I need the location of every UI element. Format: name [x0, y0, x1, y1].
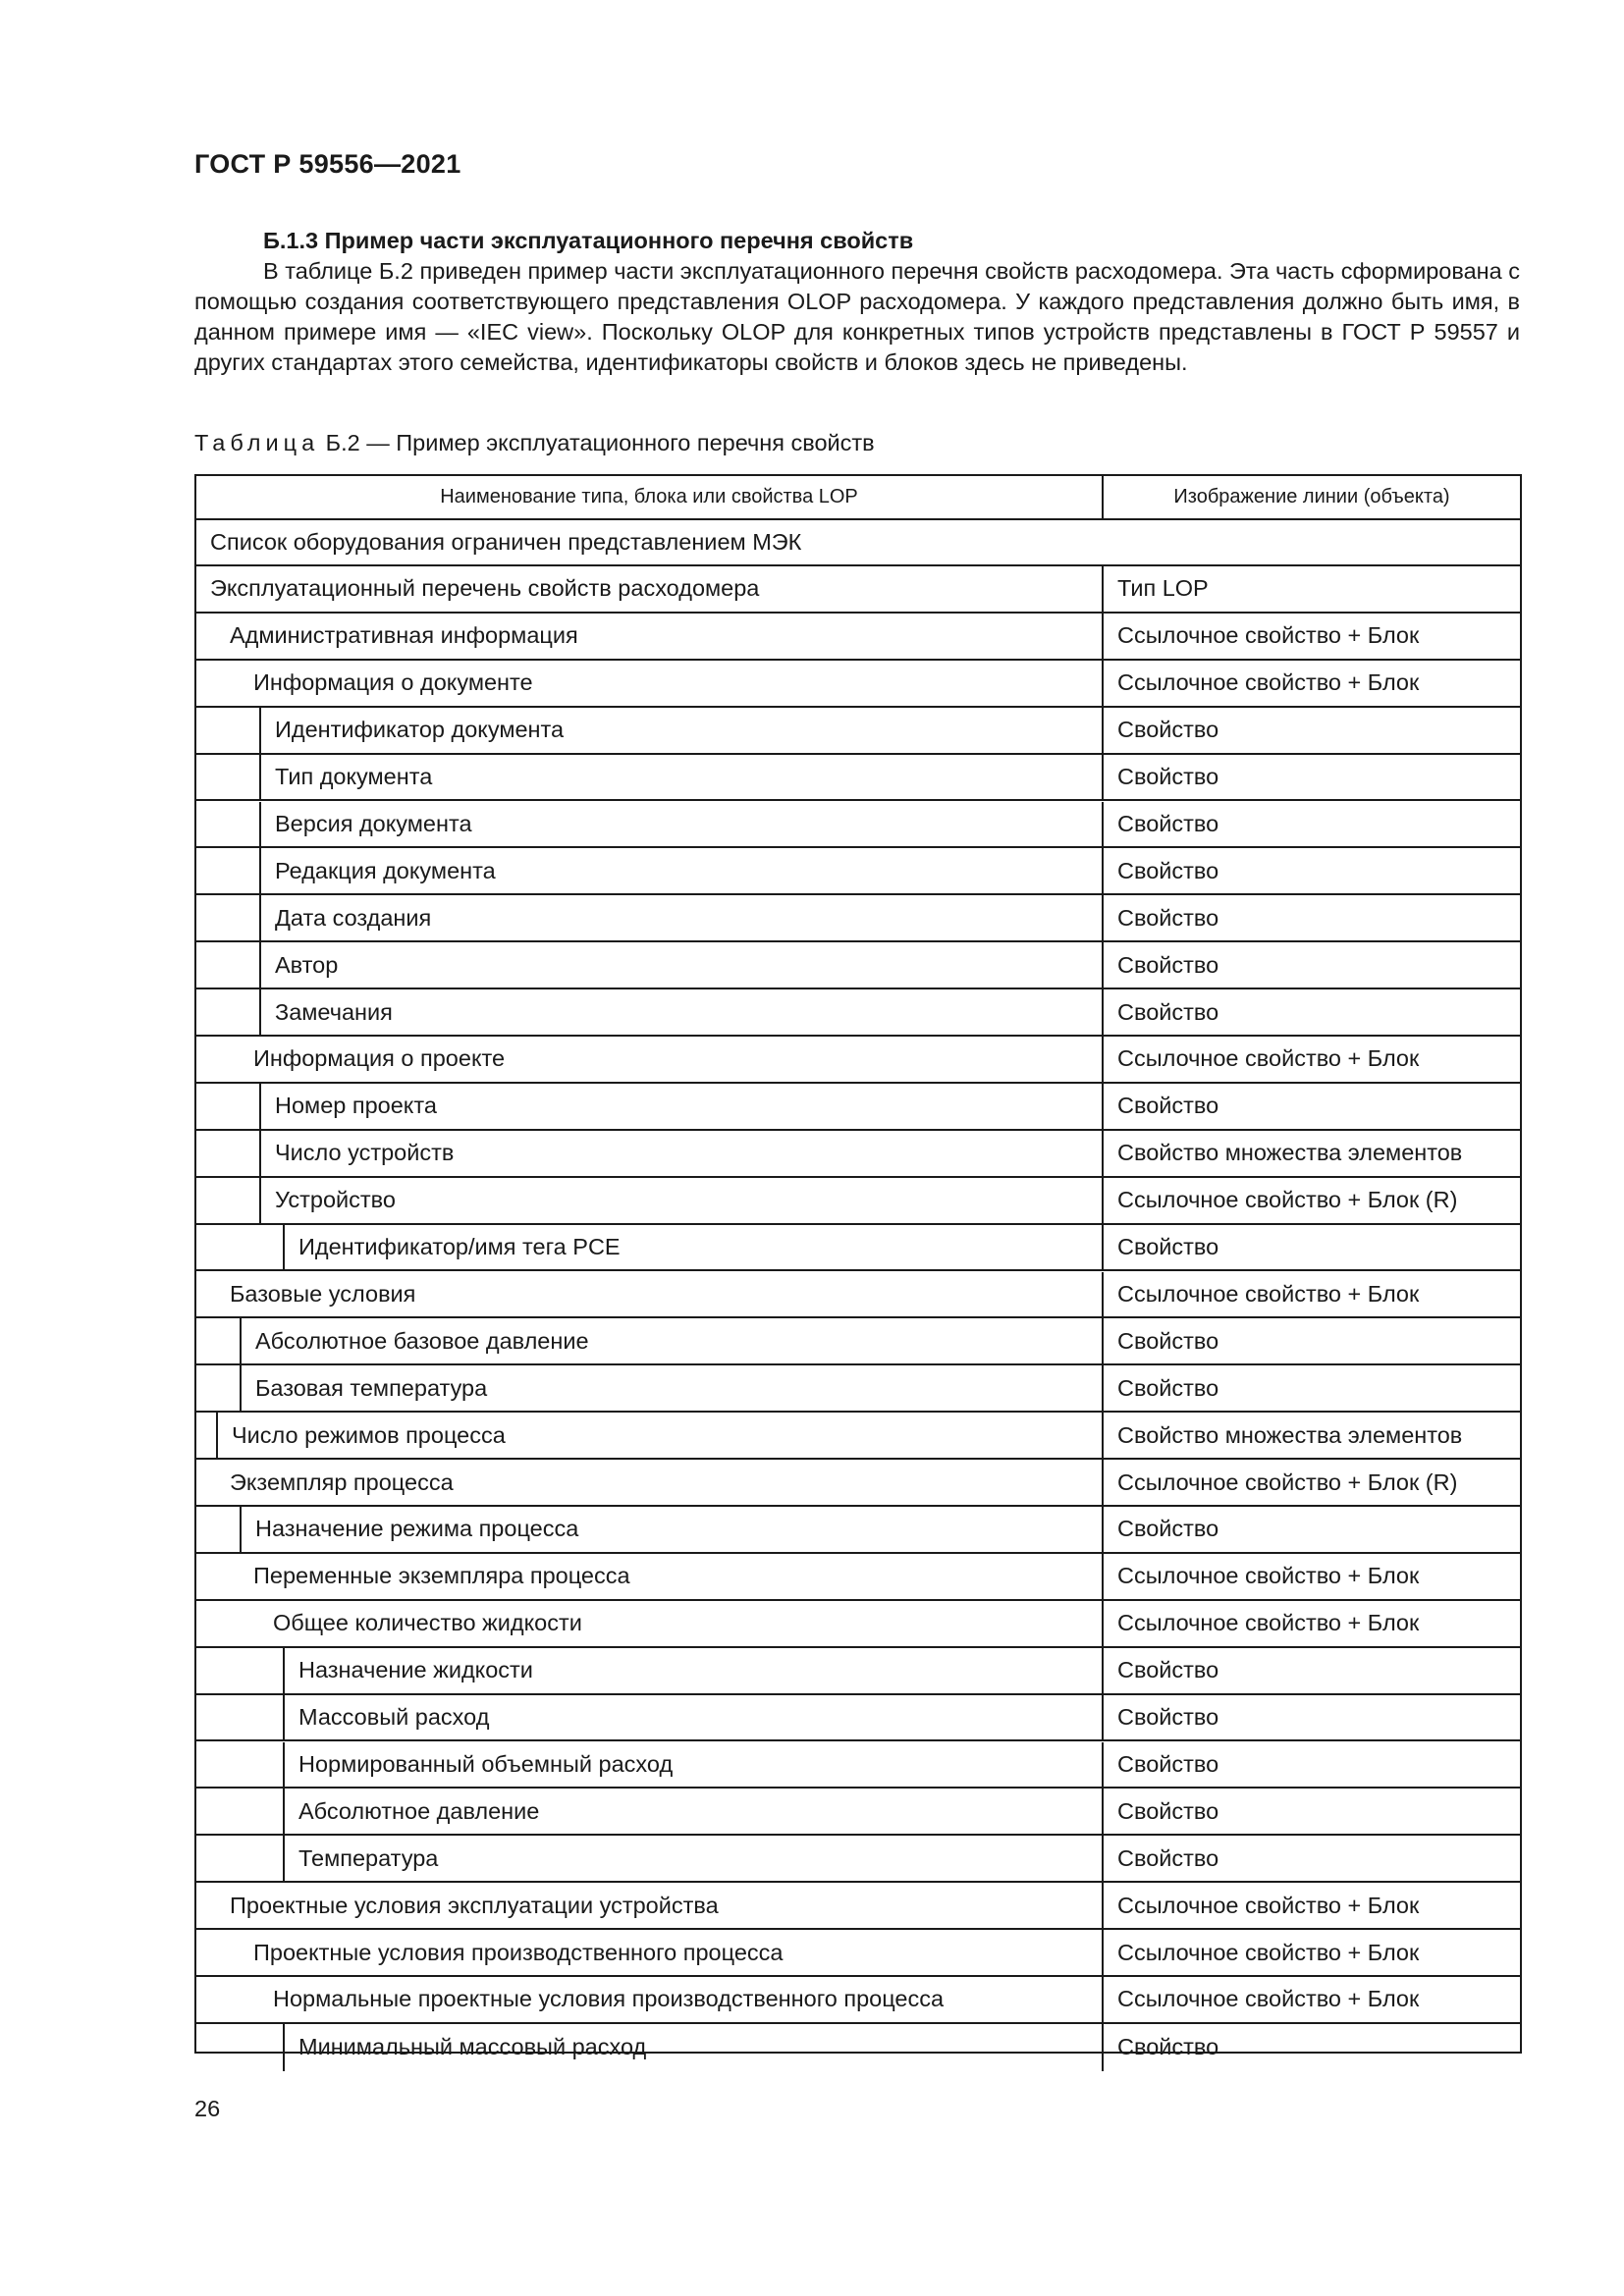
properties-table: [194, 474, 1522, 2060]
column-header-name: Наименование типа, блока или свойства LOP: [196, 476, 1102, 520]
representation-cell: [1102, 708, 1520, 755]
name-cell: [196, 1977, 1102, 2024]
representation-cell: [1102, 1318, 1520, 1365]
page-number: 26: [194, 2096, 221, 2121]
row-representation: Ссылочное свойство + Блок: [1117, 1986, 1420, 2012]
row-representation: Свойство: [1117, 2034, 1219, 2060]
document-id: ГОСТ Р 59556—2021: [194, 149, 461, 179]
name-cell: [196, 1883, 1102, 1930]
name-cell: [196, 895, 1102, 942]
table-row: [196, 1695, 1520, 1742]
representation-cell: [1102, 1695, 1520, 1742]
name-cell-inner: [196, 1883, 1102, 1928]
name-cell: [196, 1365, 1102, 1413]
row-representation: Ссылочное свойство + Блок: [1117, 1045, 1420, 1072]
row-representation: Ссылочное свойство + Блок: [1117, 669, 1420, 696]
name-cell: [196, 1037, 1102, 1084]
span-cell: [196, 520, 1520, 566]
row-name: Минимальный массовый расход: [298, 2034, 647, 2060]
name-cell-inner: [196, 566, 1102, 612]
row-name: Абсолютное базовое давление: [255, 1327, 589, 1354]
name-cell: [196, 614, 1102, 661]
table-row: [196, 1930, 1520, 1977]
row-representation: Свойство множества элементов: [1117, 1140, 1463, 1166]
row-representation: Свойство: [1117, 1844, 1219, 1871]
row-name: Редакция документа: [275, 857, 496, 883]
row-name: Нормальные проектные условия производственного процесса: [273, 1986, 945, 2012]
section-paragraph: В таблице Б.2 приведен пример части эксплуатационного перечня свойств расходомера. Эта часть сформирована с помощью создания соответствующего представления OLOP расходомера. У каждого представления должно быть имя, в данном примере имя — «IEC view». Поскольку OLOP для конкретных типов устройств представлены в ГОСТ Р 59557 и других стандартах этого семейства, идентификаторы свойств и блоков здесь не приведены.: [194, 258, 1520, 375]
name-cell-inner: [196, 1554, 1102, 1599]
name-cell: [196, 1789, 1102, 1836]
table-caption-rest: Б.2 — Пример эксплуатационного перечня свойств: [319, 430, 875, 455]
name-cell: [196, 1930, 1102, 1977]
table-row: [196, 1413, 1520, 1460]
name-cell: [196, 1648, 1102, 1695]
row-representation: Свойство: [1117, 1327, 1219, 1354]
representation-cell: [1102, 1648, 1520, 1695]
table-row: [196, 1601, 1520, 1648]
table-row: [196, 614, 1520, 661]
name-cell-inner: [259, 895, 1102, 940]
table-row: [196, 1836, 1520, 1883]
row-representation: Свойство: [1117, 1516, 1219, 1542]
representation-cell: [1102, 1272, 1520, 1319]
row-representation: Свойство: [1117, 1234, 1219, 1260]
name-cell: [196, 1084, 1102, 1131]
row-name: Номер проекта: [275, 1093, 437, 1119]
representation-cell: [1102, 942, 1520, 989]
representation-cell: [1102, 1789, 1520, 1836]
row-name: Проектные условия производственного процесса: [253, 1939, 784, 1965]
name-cell: [196, 1178, 1102, 1225]
table-row: [196, 1272, 1520, 1319]
table-span-row: [196, 520, 1520, 566]
row-representation: Свойство: [1117, 998, 1219, 1025]
table-row: [196, 1460, 1520, 1507]
name-cell-inner: [196, 1037, 1102, 1082]
row-name: Информация о проекте: [253, 1045, 506, 1072]
name-cell-inner: [240, 1365, 1102, 1411]
row-name: Число режимов процесса: [232, 1421, 506, 1448]
row-representation: Свойство: [1117, 857, 1219, 883]
name-cell-inner: [283, 1225, 1102, 1270]
row-representation: Ссылочное свойство + Блок: [1117, 1280, 1420, 1307]
table-row: [196, 1977, 1520, 2024]
table-row: [196, 661, 1520, 708]
row-name: Информация о документе: [253, 669, 533, 696]
name-cell-inner: [216, 1413, 1102, 1458]
representation-cell: [1102, 1225, 1520, 1272]
name-cell: [196, 1131, 1102, 1178]
representation-cell: [1102, 1742, 1520, 1789]
representation-cell: [1102, 1178, 1520, 1225]
table-row: [196, 1084, 1520, 1131]
row-name: Абсолютное давление: [298, 1797, 540, 1824]
row-name: Эксплуатационный перечень свойств расходомера: [210, 575, 760, 602]
name-cell-inner: [259, 1178, 1102, 1223]
row-representation: Ссылочное свойство + Блок: [1117, 1610, 1420, 1636]
row-name: Устройство: [275, 1187, 396, 1213]
row-name: Массовый расход: [298, 1704, 490, 1731]
row-name: Идентификатор документа: [275, 717, 565, 743]
section-heading: Б.1.3 Пример части эксплуатационного перечня свойств: [263, 228, 914, 253]
representation-cell: [1102, 1084, 1520, 1131]
representation-cell: [1102, 1365, 1520, 1413]
name-cell-inner: [240, 1507, 1102, 1552]
name-cell-inner: [283, 1648, 1102, 1693]
row-representation: Свойство: [1117, 1750, 1219, 1777]
table-header-row: [196, 476, 1520, 520]
representation-cell: [1102, 614, 1520, 661]
name-cell-inner: [196, 1272, 1102, 1317]
row-representation: Свойство: [1117, 1704, 1219, 1731]
name-cell: [196, 2024, 1102, 2071]
row-representation: Свойство: [1117, 951, 1219, 978]
name-cell: [196, 1554, 1102, 1601]
row-name: Нормированный объемный расход: [298, 1750, 674, 1777]
name-cell-inner: [283, 1789, 1102, 1834]
name-cell: [196, 566, 1102, 614]
representation-cell: [1102, 566, 1520, 614]
row-name: Переменные экземпляра процесса: [253, 1563, 630, 1589]
name-cell-inner: [259, 848, 1102, 893]
representation-cell: [1102, 1507, 1520, 1554]
name-cell-inner: [259, 802, 1102, 847]
representation-cell: [1102, 755, 1520, 802]
row-representation: Ссылочное свойство + Блок (R): [1117, 1187, 1458, 1213]
table-row: [196, 1507, 1520, 1554]
name-cell: [196, 708, 1102, 755]
table-row: [196, 942, 1520, 989]
table-row: [196, 1178, 1520, 1225]
row-name: Идентификатор/имя тега PCE: [298, 1234, 621, 1260]
representation-cell: [1102, 1977, 1520, 2024]
name-cell: [196, 1225, 1102, 1272]
table-row: [196, 1365, 1520, 1413]
name-cell: [196, 1272, 1102, 1319]
table-row: [196, 1554, 1520, 1601]
name-cell-inner: [196, 1930, 1102, 1975]
row-name: Базовые условия: [230, 1280, 416, 1307]
row-representation: Свойство: [1117, 1374, 1219, 1401]
table-caption-prefix: Таблица: [194, 430, 320, 455]
name-cell: [196, 989, 1102, 1037]
row-name: Назначение режима процесса: [255, 1516, 579, 1542]
table-row: [196, 1318, 1520, 1365]
name-cell: [196, 942, 1102, 989]
row-representation: Ссылочное свойство + Блок: [1117, 1563, 1420, 1589]
column-header-representation: Изображение линии (объекта): [1102, 476, 1520, 520]
name-cell-inner: [283, 1695, 1102, 1740]
representation-cell: [1102, 1601, 1520, 1648]
section-text: [194, 226, 1520, 378]
name-cell-inner: [283, 1836, 1102, 1881]
table-row: [196, 2024, 1520, 2071]
table-row: [196, 1789, 1520, 1836]
representation-cell: [1102, 1836, 1520, 1883]
row-representation: Свойство множества элементов: [1117, 1421, 1463, 1448]
row-name: Версия документа: [275, 810, 472, 836]
name-cell-inner: [259, 942, 1102, 988]
table-row: [196, 989, 1520, 1037]
name-cell: [196, 755, 1102, 802]
row-representation: Свойство: [1117, 764, 1219, 790]
table-row: [196, 1131, 1520, 1178]
name-cell: [196, 1836, 1102, 1883]
row-representation: Ссылочное свойство + Блок: [1117, 1892, 1420, 1918]
row-name: Административная информация: [230, 622, 578, 649]
table-row: [196, 848, 1520, 895]
row-representation: Свойство: [1117, 1797, 1219, 1824]
span-row-text: Список оборудования ограничен представлением МЭК: [210, 529, 802, 555]
name-cell-inner: [196, 1977, 1102, 2022]
name-cell-inner: [240, 1318, 1102, 1363]
representation-cell: [1102, 848, 1520, 895]
table-row: [196, 1883, 1520, 1930]
row-representation: Ссылочное свойство + Блок: [1117, 1939, 1420, 1965]
table-row: [196, 708, 1520, 755]
name-cell-inner: [196, 1460, 1102, 1505]
name-cell: [196, 1413, 1102, 1460]
row-name: Общее количество жидкости: [273, 1610, 582, 1636]
name-cell-inner: [259, 1084, 1102, 1129]
table-row: [196, 1742, 1520, 1789]
name-cell: [196, 661, 1102, 708]
row-name: Проектные условия эксплуатации устройства: [230, 1892, 719, 1918]
row-representation: Ссылочное свойство + Блок (R): [1117, 1468, 1458, 1495]
representation-cell: [1102, 895, 1520, 942]
representation-cell: [1102, 1037, 1520, 1084]
name-cell-inner: [196, 1601, 1102, 1646]
row-name: Назначение жидкости: [298, 1657, 533, 1683]
table-caption: [194, 430, 875, 456]
representation-cell: [1102, 1554, 1520, 1601]
name-cell-inner: [259, 1131, 1102, 1176]
row-name: Замечания: [275, 998, 393, 1025]
representation-cell: [1102, 2024, 1520, 2071]
name-cell-inner: [283, 1742, 1102, 1788]
row-name: Температура: [298, 1844, 439, 1871]
row-name: Число устройств: [275, 1140, 455, 1166]
representation-cell: [1102, 802, 1520, 849]
representation-cell: [1102, 1413, 1520, 1460]
row-name: Автор: [275, 951, 339, 978]
row-representation: Тип LOP: [1117, 575, 1209, 602]
name-cell-inner: [259, 755, 1102, 800]
row-representation: Свойство: [1117, 1093, 1219, 1119]
representation-cell: [1102, 989, 1520, 1037]
table-row: [196, 1225, 1520, 1272]
name-cell-inner: [196, 661, 1102, 706]
row-representation: Свойство: [1117, 1657, 1219, 1683]
row-representation: Свойство: [1117, 810, 1219, 836]
name-cell: [196, 1460, 1102, 1507]
name-cell: [196, 1318, 1102, 1365]
name-cell-inner: [259, 708, 1102, 753]
row-representation: Свойство: [1117, 717, 1219, 743]
row-name: Базовая температура: [255, 1374, 488, 1401]
name-cell: [196, 802, 1102, 849]
row-name: Тип документа: [275, 764, 433, 790]
row-name: Дата создания: [275, 904, 432, 931]
representation-cell: [1102, 1460, 1520, 1507]
table-row: [196, 755, 1520, 802]
row-representation: Свойство: [1117, 904, 1219, 931]
representation-cell: [1102, 1131, 1520, 1178]
name-cell: [196, 1695, 1102, 1742]
representation-cell: [1102, 661, 1520, 708]
row-name: Экземпляр процесса: [230, 1468, 454, 1495]
representation-cell: [1102, 1883, 1520, 1930]
table-row: [196, 1648, 1520, 1695]
name-cell-inner: [259, 989, 1102, 1035]
table-row: [196, 895, 1520, 942]
table-row: [196, 1037, 1520, 1084]
name-cell: [196, 1507, 1102, 1554]
name-cell-inner: [196, 614, 1102, 659]
row-representation: Ссылочное свойство + Блок: [1117, 622, 1420, 649]
name-cell: [196, 1601, 1102, 1648]
name-cell: [196, 848, 1102, 895]
table-row: [196, 566, 1520, 614]
representation-cell: [1102, 1930, 1520, 1977]
table-row: [196, 802, 1520, 849]
name-cell: [196, 1742, 1102, 1789]
name-cell-inner: [283, 2024, 1102, 2071]
